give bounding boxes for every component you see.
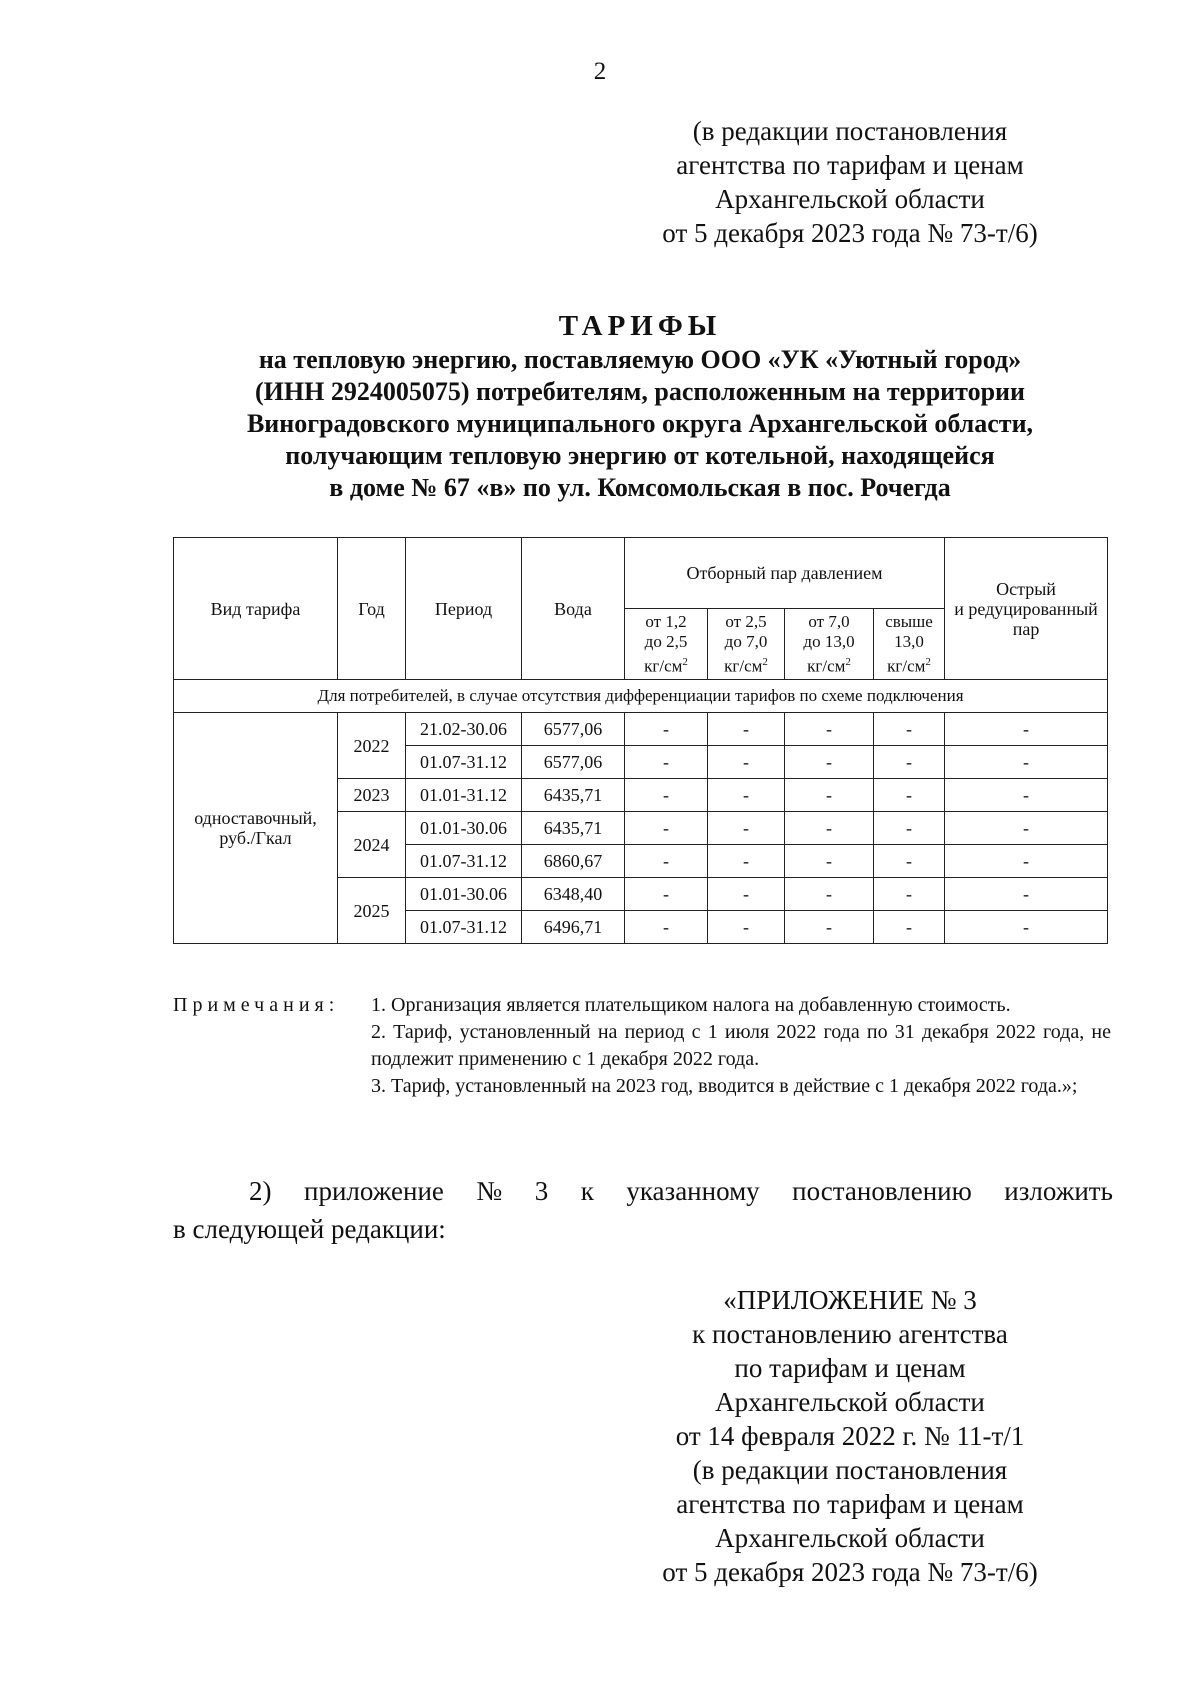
paragraph-line: в следующей редакции: <box>173 1214 446 1244</box>
dash-cell: - <box>945 845 1108 878</box>
dash-cell: - <box>625 845 708 878</box>
dash-cell: - <box>945 812 1108 845</box>
dash-cell: - <box>945 911 1108 944</box>
header-sharp-line: и редуцированный <box>954 598 1098 619</box>
header-steam-col: от 1,2 до 2,5 $кг/см^2$ <box>625 609 708 680</box>
water-cell: 6348,40 <box>522 878 625 911</box>
dash-cell: - <box>785 713 874 746</box>
appendix-line: от 14 февраля 2022 г. № 11-т/1 <box>675 1421 1025 1451</box>
dash-cell: - <box>708 779 785 812</box>
dash-cell: - <box>785 779 874 812</box>
dash-cell: - <box>874 812 945 845</box>
year-cell: 2024 <box>338 812 406 878</box>
header-water: Вода <box>522 538 625 680</box>
dash-cell: - <box>625 713 708 746</box>
dash-cell: - <box>945 713 1108 746</box>
year-cell: 2023 <box>338 779 406 812</box>
water-cell: 6496,71 <box>522 911 625 944</box>
water-cell: 6435,71 <box>522 779 625 812</box>
water-cell: 6435,71 <box>522 812 625 845</box>
year-cell: 2025 <box>338 878 406 944</box>
dash-cell: - <box>945 878 1108 911</box>
dash-cell: - <box>708 911 785 944</box>
water-cell: 6577,06 <box>522 746 625 779</box>
header-steam-col: свыше 13,0 $кг/см^2$ <box>874 609 945 680</box>
period-cell: 01.07-31.12 <box>406 911 522 944</box>
header-period: Период <box>406 538 522 680</box>
header-tariff-type: Вид тарифа <box>174 538 338 680</box>
dash-cell: - <box>708 878 785 911</box>
header-sharp-line: Острый <box>996 578 1056 599</box>
edition-line: (в редакции постановления <box>692 116 1008 146</box>
page-number: 2 <box>593 58 607 85</box>
dash-cell: - <box>708 845 785 878</box>
appendix-line: по тарифам и ценам <box>734 1353 966 1383</box>
section-label: Для потребителей, в случае отсутствия дифференциации тарифов по схеме подключения <box>174 680 1108 713</box>
dash-cell: - <box>945 779 1108 812</box>
period-cell: 01.07-31.12 <box>406 746 522 779</box>
dash-cell: - <box>708 812 785 845</box>
dash-cell: - <box>625 911 708 944</box>
dash-cell: - <box>874 713 945 746</box>
title-line: на тепловую энергию, поставляемую ООО «УК «Уютный город» <box>258 345 1022 374</box>
document-title <box>160 310 1120 504</box>
header-steam-group: Отборный пар давлением <box>625 538 945 609</box>
title-line: Виноградовского муниципального округа Архангельской области, <box>246 409 1034 438</box>
dash-cell: - <box>625 779 708 812</box>
dash-cell: - <box>874 779 945 812</box>
edition-note-top <box>600 114 1100 250</box>
period-cell: 01.01-30.06 <box>406 812 522 845</box>
period-cell: 21.02-30.06 <box>406 713 522 746</box>
edition-line: Архангельской области <box>715 184 985 214</box>
appendix-line: «ПРИЛОЖЕНИЕ № 3 <box>723 1285 977 1315</box>
note-item: 3. Тариф, установленный на 2023 год, вводится в действие с 1 декабря 2022 года.»; <box>371 1075 1078 1097</box>
title-line: в доме № 67 «в» по ул. Комсомольская в пос. Рочегда <box>329 473 951 502</box>
table-row <box>174 713 1108 746</box>
dash-cell: - <box>785 746 874 779</box>
header-year: Год <box>338 538 406 680</box>
appendix-line: Архангельской области <box>715 1523 985 1553</box>
dash-cell: - <box>785 911 874 944</box>
amendment-paragraph <box>173 1172 1113 1248</box>
notes-list <box>371 992 1111 1100</box>
year-cell: 2022 <box>338 713 406 779</box>
dash-cell: - <box>625 746 708 779</box>
period-cell: 01.07-31.12 <box>406 845 522 878</box>
water-cell: 6577,06 <box>522 713 625 746</box>
dash-cell: - <box>708 746 785 779</box>
dash-cell: - <box>785 812 874 845</box>
dash-cell: - <box>625 812 708 845</box>
paragraph-line: 2) приложение № 3 к указанному постановлению изложить <box>249 1176 1113 1206</box>
title-line: (ИНН 2924005075) потребителям, расположенным на территории <box>254 377 1025 406</box>
dash-cell: - <box>785 845 874 878</box>
appendix-header <box>600 1283 1100 1589</box>
tariff-type-cell: одноставочный, руб./Гкал <box>174 713 338 944</box>
dash-cell: - <box>874 878 945 911</box>
water-cell: 6860,67 <box>522 845 625 878</box>
edition-line: от 5 декабря 2023 года № 73-т/6) <box>662 218 1038 248</box>
dash-cell: - <box>945 746 1108 779</box>
dash-cell: - <box>874 845 945 878</box>
header-sharp-line: пар <box>1012 618 1040 639</box>
header-steam-col: от 2,5 до 7,0 $кг/см^2$ <box>708 609 785 680</box>
dash-cell: - <box>785 878 874 911</box>
appendix-line: Архангельской области <box>715 1387 985 1417</box>
edition-line: агентства по тарифам и ценам <box>676 150 1024 180</box>
notes-label: Примечания: <box>173 994 340 1016</box>
appendix-line: от 5 декабря 2023 года № 73-т/6) <box>662 1557 1038 1587</box>
header-sharp-steam <box>945 538 1108 680</box>
dash-cell: - <box>874 746 945 779</box>
title-line: получающим тепловую энергию от котельной, находящейся <box>285 441 995 470</box>
dash-cell: - <box>625 878 708 911</box>
title-heading: ТАРИФЫ <box>558 310 722 342</box>
appendix-line: (в редакции постановления <box>692 1455 1008 1485</box>
note-item: 1. Организация является плательщиком налога на добавленную стоимость. <box>371 994 1011 1016</box>
header-steam-col: от 7,0 до 13,0 $кг/см^2$ <box>785 609 874 680</box>
dash-cell: - <box>874 911 945 944</box>
appendix-line: агентства по тарифам и ценам <box>676 1489 1024 1519</box>
appendix-line: к постановлению агентства <box>692 1319 1008 1349</box>
period-cell: 01.01-30.06 <box>406 878 522 911</box>
tariff-table <box>173 537 1108 944</box>
period-cell: 01.01-31.12 <box>406 779 522 812</box>
dash-cell: - <box>708 713 785 746</box>
note-item: 2. Тариф, установленный на период с 1 июля 2022 года по 31 декабря 2022 года, не подлежит применению с 1 декабря 2022 года. <box>371 1021 1111 1070</box>
